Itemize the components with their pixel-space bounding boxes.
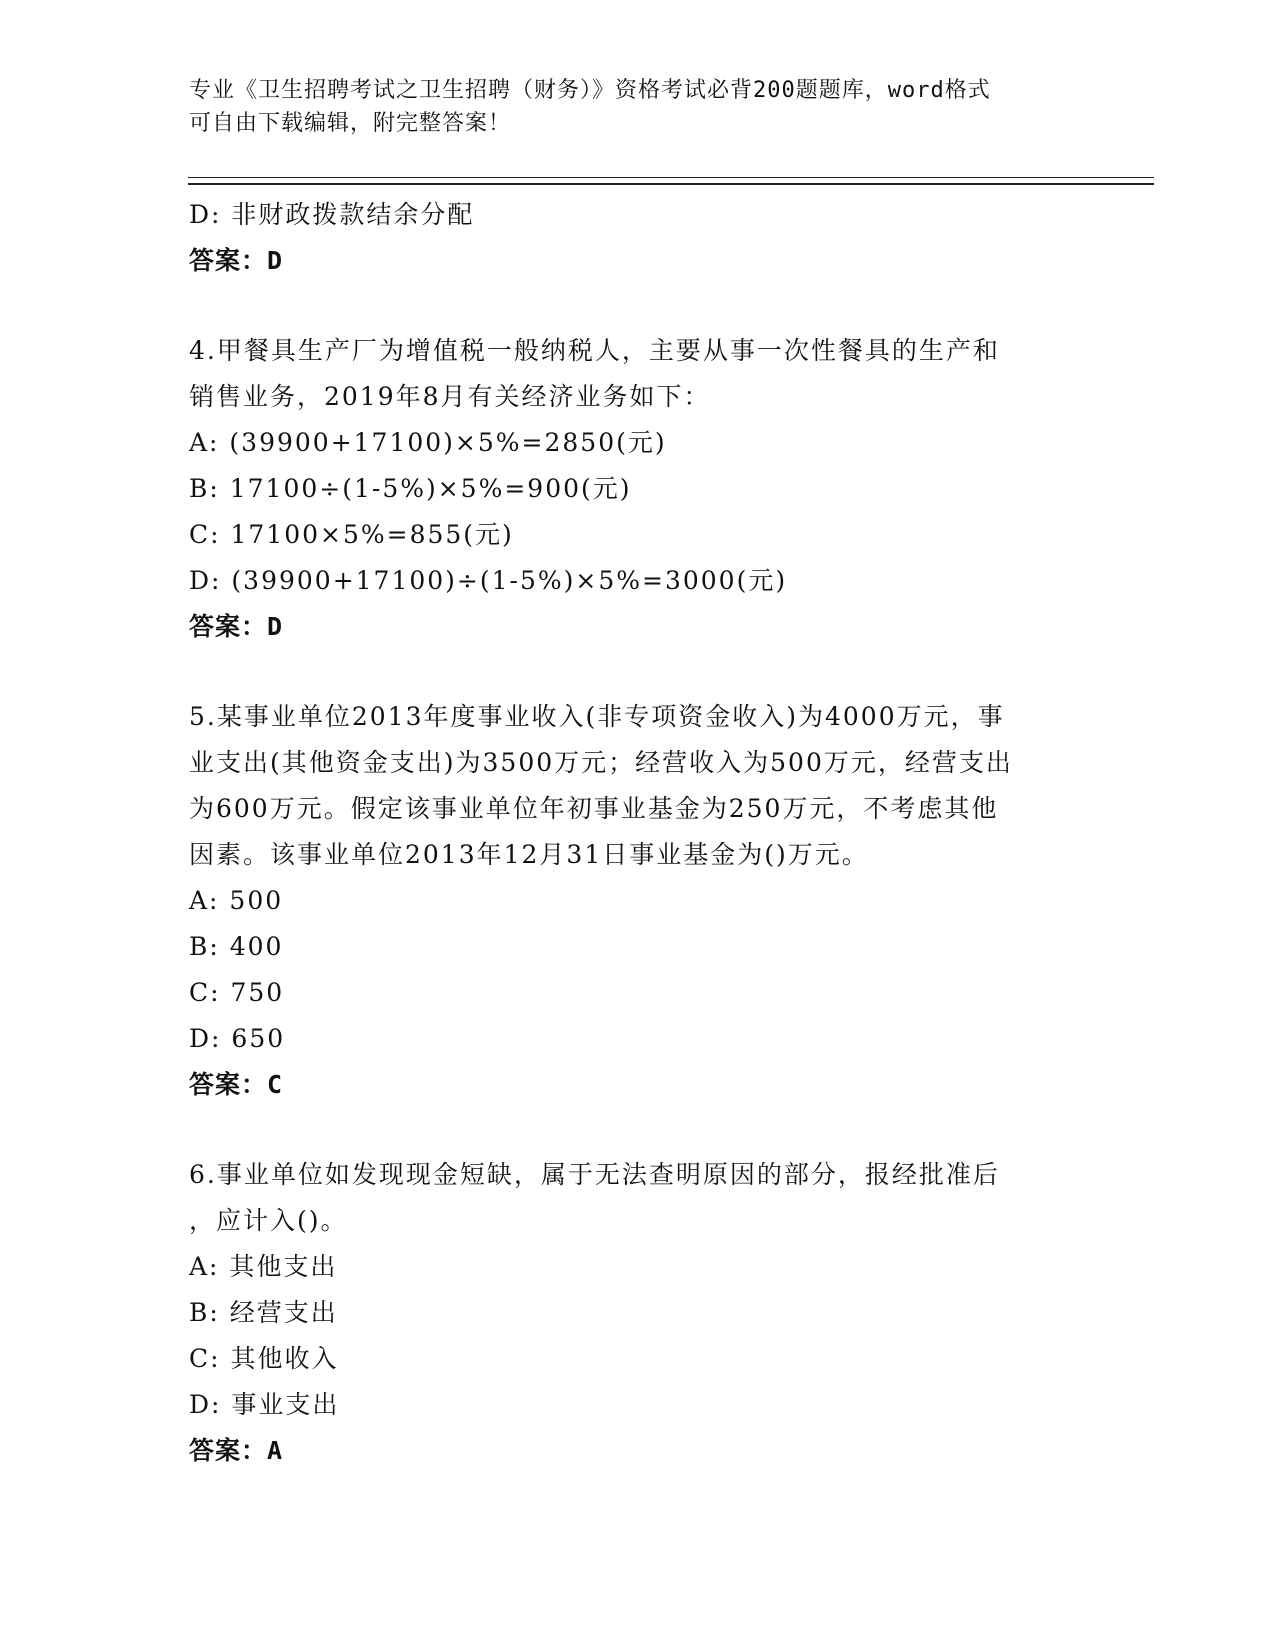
question-6 xyxy=(189,1152,1089,1474)
option-b: B: 经营支出 xyxy=(189,1298,338,1327)
question-stem-line: 因素。该事业单位2013年12月31日事业基金为()万元。 xyxy=(189,840,869,869)
header-line-1: 专业《卫生招聘考试之卫生招聘（财务）》资格考试必背200题题库，word格式 xyxy=(189,78,991,103)
option-a: A: 500 xyxy=(189,886,284,915)
question-stem-line: 5.某事业单位2013年度事业收入(非专项资金收入)为4000万元，事 xyxy=(189,702,1005,731)
answer: 答案：C xyxy=(189,1070,284,1099)
question-4 xyxy=(189,328,1089,650)
option-d: D: 非财政拨款结余分配 xyxy=(189,200,475,229)
option-d: D: 事业支出 xyxy=(189,1390,340,1419)
question-stem-line: 4.甲餐具生产厂为增值税一般纳税人，主要从事一次性餐具的生产和 xyxy=(189,336,1000,365)
question-stem-line: 销售业务，2019年8月有关经济业务如下： xyxy=(189,382,711,411)
question-stem-line: 业支出(其他资金支出)为3500万元；经营收入为500万元，经营支出 xyxy=(189,748,1013,777)
question-3 xyxy=(189,192,1089,284)
page-header xyxy=(189,74,1069,140)
option-a: A: (39900+17100)×5%=2850(元) xyxy=(189,428,667,457)
option-b: B: 400 xyxy=(189,932,284,961)
header-line-2: 可自由下载编辑，附完整答案！ xyxy=(189,111,512,136)
option-a: A: 其他支出 xyxy=(189,1252,338,1281)
question-list xyxy=(189,192,1089,1474)
question-5 xyxy=(189,694,1089,1108)
question-stem-line: 为600万元。假定该事业单位年初事业基金为250万元，不考虑其他 xyxy=(189,794,999,823)
answer: 答案：A xyxy=(189,1436,284,1465)
option-d: D: 650 xyxy=(189,1024,286,1053)
option-d: D: (39900+17100)÷(1-5%)×5%=3000(元) xyxy=(189,566,788,595)
option-b: B: 17100÷(1-5%)×5%=900(元) xyxy=(189,474,632,503)
question-stem-line: ，应计入()。 xyxy=(189,1206,348,1235)
option-c: C: 其他收入 xyxy=(189,1344,339,1373)
spacer xyxy=(189,284,1089,328)
answer: 答案：D xyxy=(189,612,284,641)
spacer xyxy=(189,1108,1089,1152)
option-c: C: 750 xyxy=(189,978,285,1007)
answer: 答案：D xyxy=(189,246,284,275)
question-stem-line: 6.事业单位如发现现金短缺，属于无法查明原因的部分，报经批准后 xyxy=(189,1160,1000,1189)
spacer xyxy=(189,650,1089,694)
header-rule-thin xyxy=(188,177,1154,178)
header-rule-thick xyxy=(188,183,1154,185)
option-c: C: 17100×5%=855(元) xyxy=(189,520,514,549)
